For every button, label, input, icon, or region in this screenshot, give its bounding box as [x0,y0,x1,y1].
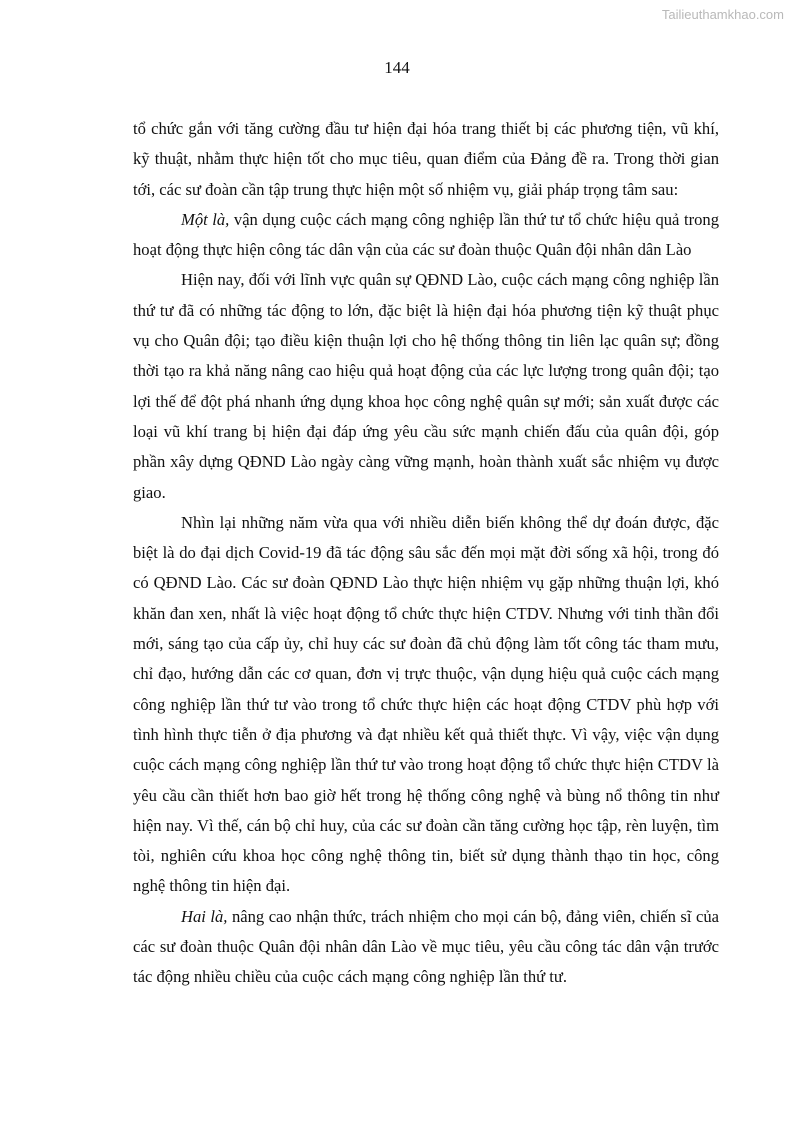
paragraph-text: Nhìn lại những năm vừa qua với nhiều diễn biến không thể dự đoán được, đặc biệt là do đại dịch Covid-19 đã tác động sâu sắc đến mọi mặt đời sống xã hội, trong đó có QĐND Lào. Các sư đoàn QĐND Lào thực hiện nhiệm vụ gặp những thuận lợi, khó khăn đan xen, nhất là việc hoạt động tổ chức thực hiện CTDV. Nhưng với tinh thần đổi mới, sáng tạo của cấp ủy, chỉ huy các sư đoàn đã chủ động làm tốt công tác tham mưu, chỉ đạo, hướng dẫn các cơ quan, đơn vị trực thuộc, vận dụng hiệu quả cuộc cách mạng công nghiệp lần thứ tư vào trong tổ chức thực hiện các hoạt động CTDV phù hợp với tình hình thực tiễn ở địa phương và đạt nhiều kết quả thiết thực. Vì vậy, việc vận dụng cuộc cách mạng công nghiệp lần thứ tư vào trong hoạt động tổ chức thực hiện CTDV là yêu cầu cần thiết hơn bao giờ hết trong hệ thống công nghệ và bùng nổ thông tin như hiện nay. Vì thế, cán bộ chỉ huy, của các sư đoàn cần tăng cường học tập, rèn luyện, tìm tòi, nghiên cứu khoa học công nghệ thông tin, biết sử dụng thành thạo tin học, công nghệ thông tin hiện đại. [133,512,719,896]
document-body [133,114,719,993]
paragraph-continuation [133,114,719,205]
paragraph-text: vận dụng cuộc cách mạng công nghiệp lần thứ tư tổ chức hiệu quả trong hoạt động thực hiện công tác dân vận của các sư đoàn thuộc Quân đội nhân dân Lào [133,209,719,260]
paragraph-lead-italic: Một là, [181,209,230,229]
paragraph-task-two [133,902,719,993]
paragraph-text: nâng cao nhận thức, trách nhiệm cho mọi cán bộ, đảng viên, chiến sĩ của các sư đoàn thuộc Quân đội nhân dân Lào về mục tiêu, yêu cầu công tác dân vận trước tác động nhiều chiều của cuộc cách mạng công nghiệp lần thứ tư. [133,906,719,987]
paragraph-task-one [133,205,719,266]
page-number: 144 [384,58,410,77]
paragraph-text: Hiện nay, đối với lĩnh vực quân sự QĐND Lào, cuộc cách mạng công nghiệp lần thứ tư đã có những tác động to lớn, đặc biệt là hiện đại hóa phương tiện kỹ thuật phục vụ cho Quân đội; tạo điều kiện thuận lợi cho hệ thống thông tin liên lạc quân sự; đồng thời tạo ra khả năng nâng cao hiệu quả hoạt động của các lực lượng trong quân đội; tạo lợi thế để đột phá nhanh ứng dụng khoa học công nghệ quân sự mới; sản xuất được các loại vũ khí trang bị hiện đại đáp ứng yêu cầu sức mạnh chiến đấu của quân đội, góp phần xây dựng QĐND Lào ngày càng vững mạnh, hoàn thành xuất sắc nhiệm vụ được giao. [133,270,719,502]
paragraph-text: tổ chức gắn với tăng cường đầu tư hiện đại hóa trang thiết bị các phương tiện, vũ khí, kỹ thuật, nhằm thực hiện tốt cho mục tiêu, quan điểm của Đảng đề ra. Trong thời gian tới, các sư đoàn cần tập trung thực hiện một số nhiệm vụ, giải pháp trọng tâm sau: [133,119,719,199]
watermark: Tailieuthamkhao.com [661,7,784,22]
paragraph-lead-italic: Hai là, [181,906,228,926]
paragraph-current-situation [133,265,719,507]
paragraph-retrospective [133,508,719,902]
